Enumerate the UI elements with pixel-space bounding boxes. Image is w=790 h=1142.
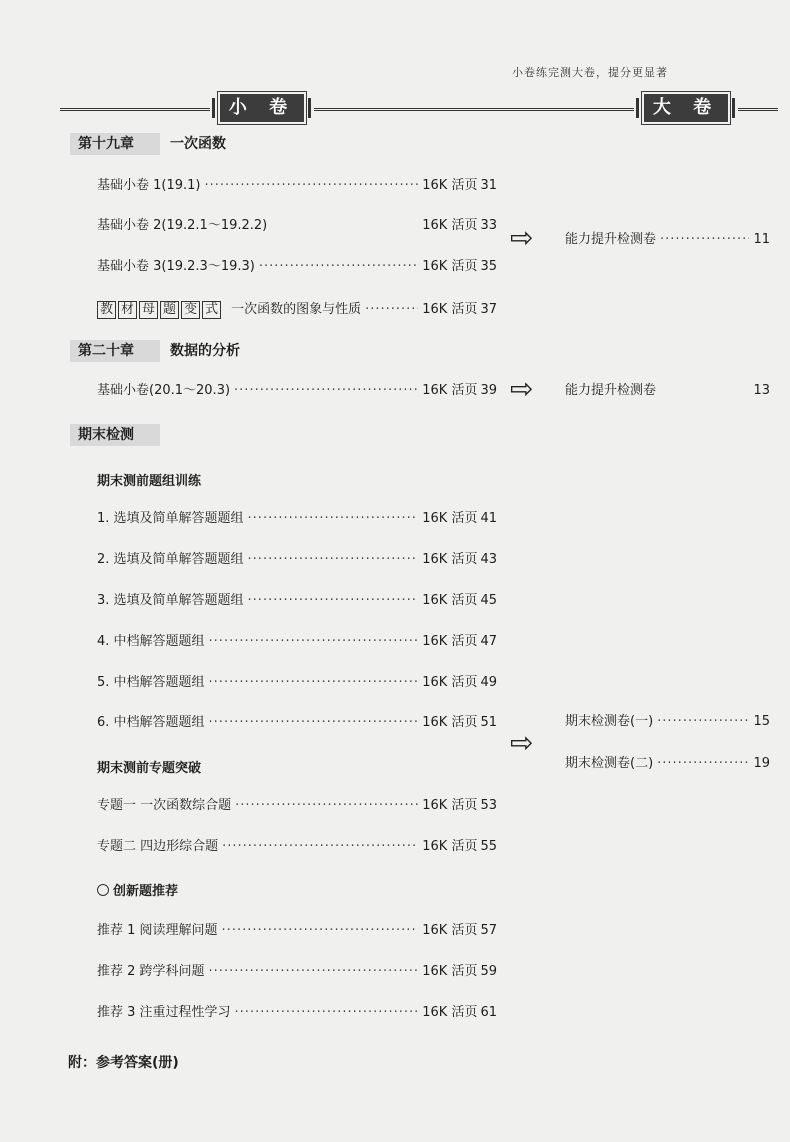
header-slogan: 小卷练完测大卷，提分更显著 [512, 66, 668, 79]
toc-row[interactable] [97, 633, 497, 651]
leader-dots [222, 922, 419, 940]
arrow-icon: ⇨ [510, 372, 534, 405]
page-number: 13 [753, 383, 770, 398]
arrow-icon: ⇨ [510, 726, 534, 759]
toc-label: 推荐 2 跨学科问题 [97, 964, 205, 979]
leader-dots [248, 510, 419, 528]
variant-tag: 教 [97, 301, 116, 319]
chapter20-title: 数据的分析 [170, 343, 240, 359]
big-volume-banner: 大 卷 [644, 94, 728, 122]
toc-label: 1. 选填及简单解答题题组 [97, 511, 244, 526]
sheet-suffix: 16K 活页 [422, 715, 478, 730]
toc-row[interactable] [97, 1004, 497, 1022]
page-number: 19 [753, 756, 770, 771]
page-number: 47 [480, 634, 497, 649]
page-number: 35 [480, 259, 497, 274]
toc-label: 基础小卷(20.1～20.3) [97, 383, 231, 398]
chapter19-title: 一次函数 [170, 136, 226, 152]
toc-label: 专题二 四边形综合题 [97, 839, 219, 854]
toc-row[interactable] [97, 217, 497, 235]
variant-tag: 母 [139, 301, 158, 319]
toc-row[interactable] [97, 797, 497, 815]
group3-title-wrap [97, 880, 178, 899]
sheet-suffix: 16K 活页 [422, 1005, 478, 1020]
toc-label: 2. 选填及简单解答题题组 [97, 552, 244, 567]
toc-label: 4. 中档解答题题组 [97, 634, 205, 649]
page-number: 61 [480, 1005, 497, 1020]
sheet-suffix: 16K 活页 [422, 839, 478, 854]
big-volume-label: 期末检测卷(二) [565, 756, 654, 771]
big-volume-label: 能力提升检测卷 [565, 232, 657, 247]
page-number: 11 [753, 232, 770, 247]
group1-title: 期末测前题组训练 [97, 474, 202, 489]
page-number: 41 [480, 511, 497, 526]
sheet-suffix: 16K 活页 [422, 178, 478, 193]
leader-dots [657, 713, 749, 731]
final-tag: 期末检测 [70, 424, 160, 446]
leader-dots [205, 177, 419, 195]
page-number: 43 [480, 552, 497, 567]
group3-title: 创新题推荐 [113, 884, 179, 899]
page-number: 37 [480, 302, 497, 317]
big-volume-label: 能力提升检测卷 [565, 383, 657, 398]
big-volume-label: 期末检测卷(一) [565, 714, 654, 729]
toc-row[interactable] [97, 963, 497, 981]
sheet-suffix: 16K 活页 [422, 634, 478, 649]
toc-label: 推荐 3 注重过程性学习 [97, 1005, 231, 1020]
page-number: 55 [480, 839, 497, 854]
sheet-suffix: 16K 活页 [422, 923, 478, 938]
sheet-suffix: 16K 活页 [422, 302, 478, 317]
sheet-suffix: 16K 活页 [422, 511, 478, 526]
toc-label: 5. 中档解答题题组 [97, 675, 205, 690]
sheet-suffix: 16K 活页 [422, 259, 478, 274]
appendix-note: 附：参考答案(册) [68, 1055, 179, 1071]
sheet-suffix: 16K 活页 [422, 383, 478, 398]
header-bar [636, 98, 639, 118]
toc-label: 基础小卷 3(19.2.3～19.3) [97, 259, 255, 274]
toc-row[interactable] [97, 258, 497, 276]
header-line-middle [314, 108, 634, 111]
page-number: 45 [480, 593, 497, 608]
toc-label: 3. 选填及简单解答题题组 [97, 593, 244, 608]
toc-label: 基础小卷 1(19.1) [97, 178, 201, 193]
page-number: 15 [753, 714, 770, 729]
leader-dots [248, 551, 419, 569]
leader-dots [209, 963, 419, 981]
leader-dots [660, 231, 749, 249]
leader-dots [235, 797, 418, 815]
toc-row[interactable] [97, 922, 497, 940]
page-number: 51 [480, 715, 497, 730]
leader-dots [248, 592, 419, 610]
toc-row[interactable] [97, 551, 497, 569]
leader-dots [235, 1004, 419, 1022]
page-number: 39 [480, 383, 497, 398]
toc-row[interactable] [97, 177, 497, 195]
page-number: 49 [480, 675, 497, 690]
sheet-suffix: 16K 活页 [422, 218, 478, 233]
sheet-suffix: 16K 活页 [422, 675, 478, 690]
lightbulb-icon [97, 884, 109, 896]
page-number: 33 [480, 218, 497, 233]
leader-dots [365, 301, 418, 319]
toc-row[interactable] [97, 510, 497, 528]
big-volume-row[interactable] [565, 231, 770, 249]
toc-row[interactable] [97, 592, 497, 610]
leader-dots [222, 838, 418, 856]
header-line-left [60, 108, 210, 111]
sheet-suffix: 16K 活页 [422, 593, 478, 608]
leader-dots [209, 674, 419, 692]
big-volume-row[interactable] [565, 713, 770, 731]
big-volume-row[interactable] [565, 755, 770, 773]
toc-row-variant[interactable] [97, 301, 497, 319]
leader-dots [259, 258, 418, 276]
group2-title: 期末测前专题突破 [97, 761, 202, 776]
page-number: 57 [480, 923, 497, 938]
header-bar [308, 98, 311, 118]
header-bar [212, 98, 215, 118]
toc-row[interactable] [97, 382, 497, 400]
arrow-icon: ⇨ [510, 221, 534, 254]
toc-label: 一次函数的图象与性质 [231, 302, 362, 317]
variant-tag: 材 [118, 301, 137, 319]
toc-row[interactable] [97, 714, 497, 732]
header-line-right [738, 108, 778, 111]
page-number: 31 [480, 178, 497, 193]
chapter19-tag: 第十九章 [70, 133, 160, 155]
big-volume-row[interactable] [565, 382, 770, 400]
chapter20-tag: 第二十章 [70, 340, 160, 362]
header-bar [732, 98, 735, 118]
sheet-suffix: 16K 活页 [422, 964, 478, 979]
small-volume-banner: 小 卷 [220, 94, 304, 122]
toc-label: 6. 中档解答题题组 [97, 715, 205, 730]
toc-row[interactable] [97, 838, 497, 856]
leader-dots [209, 714, 419, 732]
leader-dots [657, 755, 749, 773]
toc-label: 推荐 1 阅读理解问题 [97, 923, 218, 938]
leader-dots [209, 633, 419, 651]
variant-tag: 变 [181, 301, 200, 319]
variant-tag: 题 [160, 301, 179, 319]
toc-label: 专题一 一次函数综合题 [97, 798, 232, 813]
leader-dots [234, 382, 418, 400]
variant-tag: 式 [202, 301, 221, 319]
page-number: 59 [480, 964, 497, 979]
toc-label: 基础小卷 2(19.2.1～19.2.2) [97, 218, 268, 233]
toc-row[interactable] [97, 674, 497, 692]
sheet-suffix: 16K 活页 [422, 552, 478, 567]
page-number: 53 [480, 798, 497, 813]
sheet-suffix: 16K 活页 [422, 798, 478, 813]
